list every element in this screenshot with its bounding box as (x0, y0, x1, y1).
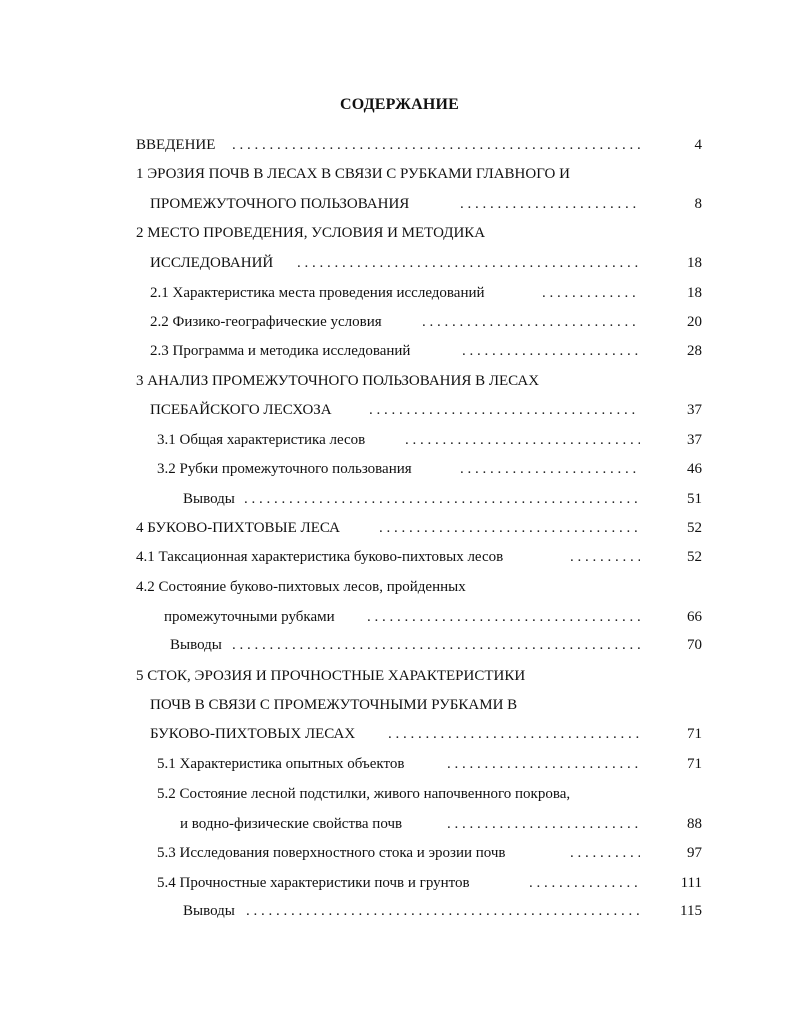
toc-line (0, 693, 799, 717)
toc-line (0, 133, 799, 157)
toc-page-number: 18 (687, 285, 702, 301)
toc-page-number: 111 (680, 875, 702, 891)
toc-line-text: 5.4 Прочностные характеристики почв и грунтов (157, 875, 470, 891)
dot-leader (405, 428, 640, 452)
dot-leader (297, 251, 640, 275)
toc-line (0, 871, 799, 895)
toc-line (0, 221, 799, 245)
toc-page-number: 51 (687, 491, 702, 507)
toc-line-text: ПСЕБАЙСКОГО ЛЕСХОЗА (150, 402, 332, 418)
toc-line (0, 162, 799, 186)
toc-line-text: 4.2 Состояние буково-пихтовых лесов, пройденных (136, 579, 466, 595)
dot-leader (246, 899, 640, 923)
toc-line-text: ИССЛЕДОВАНИЙ (150, 255, 274, 271)
toc-page-number: 4 (694, 137, 702, 153)
dot-leader (529, 871, 640, 895)
toc-page-number: 66 (687, 609, 702, 625)
dot-leader (232, 633, 640, 657)
dot-leader (369, 398, 640, 422)
toc-page-number: 18 (687, 255, 702, 271)
toc-line (0, 251, 799, 275)
toc-line-text: 4 БУКОВО-ПИХТОВЫЕ ЛЕСА (136, 520, 340, 536)
toc-line-text: 3 АНАЛИЗ ПРОМЕЖУТОЧНОГО ПОЛЬЗОВАНИЯ В ЛЕСАХ (136, 373, 540, 389)
toc-page-number: 52 (687, 520, 702, 536)
toc-page-number: 88 (687, 816, 702, 832)
toc-page-number: 20 (687, 314, 702, 330)
toc-page-number: 115 (680, 903, 702, 919)
toc-line (0, 487, 799, 511)
toc-line (0, 633, 799, 657)
dot-leader (244, 487, 640, 511)
dot-leader (460, 192, 640, 216)
toc-line (0, 281, 799, 305)
toc-line-text: 5.2 Состояние лесной подстилки, живого напочвенного покрова, (157, 786, 571, 802)
toc-line (0, 605, 799, 629)
toc-page-number: 37 (687, 402, 702, 418)
toc-line-text: и водно-физические свойства почв (180, 816, 403, 832)
toc-line (0, 664, 799, 688)
toc-line-text: 4.1 Таксационная характеристика буково-пихтовых лесов (136, 549, 504, 565)
toc-page-number: 97 (687, 845, 702, 861)
dot-leader (542, 281, 640, 305)
toc-line (0, 722, 799, 746)
toc-line-text: ПОЧВ В СВЯЗИ С ПРОМЕЖУТОЧНЫМИ РУБКАМИ В (150, 697, 518, 713)
page-title: СОДЕРЖАНИЕ (339, 96, 460, 113)
toc-line-text: Выводы (183, 903, 235, 919)
toc-line (0, 339, 799, 363)
toc-page-number: 52 (687, 549, 702, 565)
toc-line-text: 3.1 Общая характеристика лесов (157, 432, 366, 448)
dot-leader (447, 752, 640, 776)
toc-line-text: промежуточными рубками (164, 609, 335, 625)
toc-line-text: 2.1 Характеристика места проведения исследований (150, 285, 485, 301)
toc-line (0, 192, 799, 216)
toc-line-text: 5.3 Исследования поверхностного стока и эрозии почв (157, 845, 506, 861)
toc-line-text: БУКОВО-ПИХТОВЫХ ЛЕСАХ (150, 726, 356, 742)
toc-line (0, 428, 799, 452)
dot-leader (460, 457, 640, 481)
toc-line (0, 457, 799, 481)
toc-line-text: 5.1 Характеристика опытных объектов (157, 756, 405, 772)
toc-page-number: 37 (687, 432, 702, 448)
dot-leader (422, 310, 640, 334)
toc-line-text: ВВЕДЕНИЕ (136, 137, 216, 153)
toc-page-number: 70 (687, 637, 702, 653)
toc-line (0, 575, 799, 599)
dot-leader (447, 812, 640, 836)
toc-line (0, 369, 799, 393)
toc-line (0, 899, 799, 923)
toc-line-text: ПРОМЕЖУТОЧНОГО ПОЛЬЗОВАНИЯ (150, 196, 410, 212)
toc-line (0, 841, 799, 865)
toc-page-number: 71 (687, 726, 702, 742)
dot-leader (379, 516, 640, 540)
toc-page-number: 71 (687, 756, 702, 772)
toc-page-number: 46 (687, 461, 702, 477)
toc-line (0, 545, 799, 569)
toc-line-text: 3.2 Рубки промежуточного пользования (157, 461, 412, 477)
dot-leader (462, 339, 640, 363)
toc-line-text: Выводы (170, 637, 222, 653)
toc-line (0, 812, 799, 836)
toc-line-text: 2.2 Физико-географические условия (150, 314, 382, 330)
dot-leader (570, 841, 640, 865)
toc-line-text: 2.3 Программа и методика исследований (150, 343, 411, 359)
dot-leader (570, 545, 640, 569)
toc-page-number: 8 (694, 196, 702, 212)
toc-line (0, 516, 799, 540)
toc-line (0, 310, 799, 334)
dot-leader (232, 133, 640, 157)
toc-line-text: 2 МЕСТО ПРОВЕДЕНИЯ, УСЛОВИЯ И МЕТОДИКА (136, 225, 486, 241)
toc-line (0, 782, 799, 806)
dot-leader (367, 605, 640, 629)
toc-line (0, 398, 799, 422)
toc-line (0, 752, 799, 776)
dot-leader (388, 722, 640, 746)
toc-line-text: Выводы (183, 491, 235, 507)
toc-line-text: 1 ЭРОЗИЯ ПОЧВ В ЛЕСАХ В СВЯЗИ С РУБКАМИ ГЛАВНОГО И (136, 166, 570, 182)
toc-line-text: 5 СТОК, ЭРОЗИЯ И ПРОЧНОСТНЫЕ ХАРАКТЕРИСТИКИ (136, 668, 526, 684)
toc-page-number: 28 (687, 343, 702, 359)
